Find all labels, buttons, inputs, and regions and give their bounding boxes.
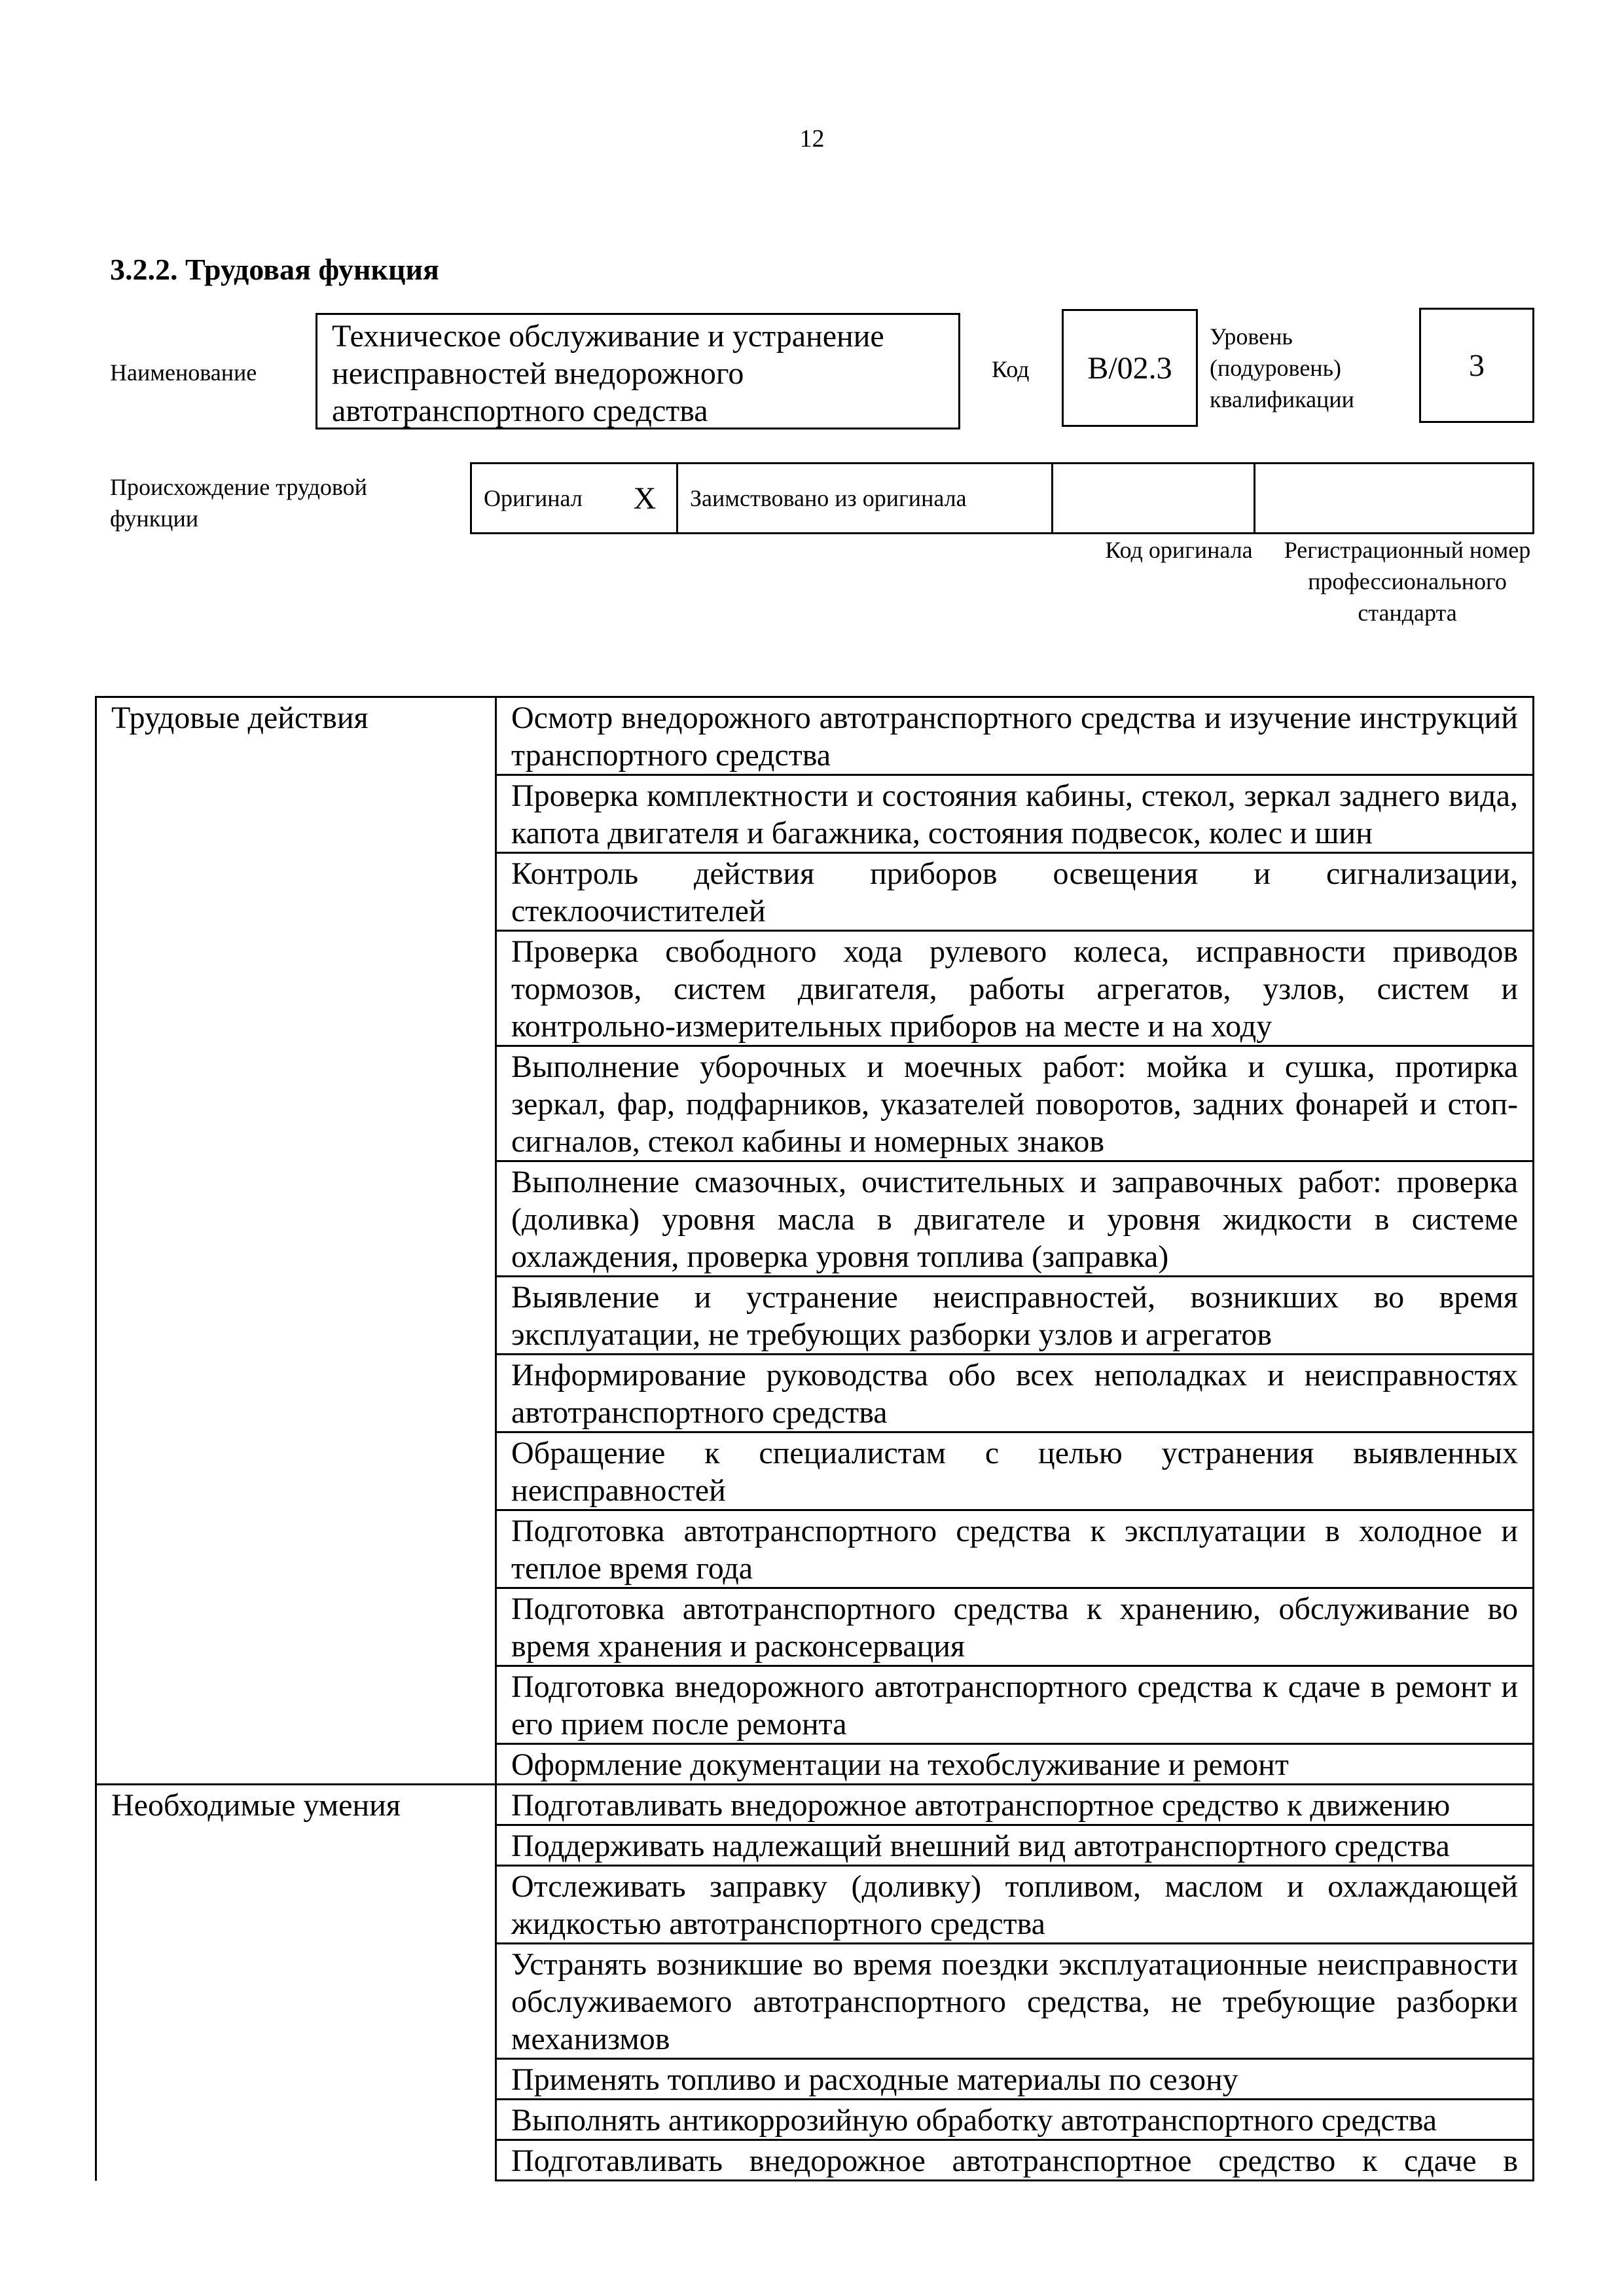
- function-details-table: [95, 696, 1534, 2181]
- level-box: [1419, 308, 1534, 423]
- code-box: [1062, 309, 1198, 427]
- table-row: [96, 1785, 1534, 1825]
- page-number: 12: [799, 125, 825, 153]
- original-label: Оригинал: [484, 485, 583, 511]
- list-item: Выполнять антикоррозийную обработку автотранспортного средства: [496, 2100, 1534, 2140]
- table-row: [96, 697, 1534, 775]
- original-label-cell: [471, 464, 614, 534]
- caption-original-code: Код оригинала: [1105, 537, 1253, 563]
- list-item: Контроль действия приборов освещения и сигнализации, стеклоочистителей: [496, 853, 1534, 931]
- list-item: Устранять возникшие во время поездки эксплуатационные неисправности обслуживаемого автотранспортного средства, не требующие разборки механизмов: [496, 1944, 1534, 2059]
- borrowed-label: Заимствовано из оригинала: [690, 485, 967, 511]
- list-item: Проверка свободного хода рулевого колеса, исправности приводов тормозов, систем двигателя, работы агрегатов, узлов, систем и контрольно-измерительных приборов на месте и на ходу: [496, 931, 1534, 1046]
- code-value: В/02.3: [1087, 350, 1172, 386]
- list-item: Выполнение уборочных и моечных работ: мойка и сушка, протирка зеркал, фар, подфарников, указателей поворотов, задних фонарей и стоп-сигналов, стекол кабины и номерных знаков: [496, 1046, 1534, 1161]
- list-item: Проверка комплектности и состояния кабины, стекол, зеркал заднего вида, капота двигателя и багажника, состояния подвесок, колес и шин: [496, 775, 1534, 853]
- list-item: Подготовка автотранспортного средства к эксплуатации в холодное и теплое время года: [496, 1510, 1534, 1588]
- list-item: Подготавливать внедорожное автотранспортное средство к движению: [496, 1785, 1534, 1825]
- labor-actions-label: Трудовые действия: [96, 697, 496, 1785]
- caption-registration-number: Регистрационный номер профессионального стандарта: [1284, 537, 1531, 626]
- list-item: Отслеживать заправку (доливку) топливом, маслом и охлаждающей жидкостью автотранспортного средства: [496, 1866, 1534, 1944]
- level-value: 3: [1469, 348, 1485, 383]
- function-name-value: Техническое обслуживание и устранение неисправностей внедорожного автотранспортного средства: [332, 319, 884, 428]
- list-item: Осмотр внедорожного автотранспортного средства и изучение инструкций транспортного средства: [496, 697, 1534, 775]
- list-item: Обращение к специалистам с целью устранения выявленных неисправностей: [496, 1432, 1534, 1510]
- section-title: 3.2.2. Трудовая функция: [110, 253, 439, 286]
- list-item: Выявление и устранение неисправностей, возникших во время эксплуатации, не требующих разборки узлов и агрегатов: [496, 1277, 1534, 1355]
- level-label: Уровень (подуровень) квалификации: [1210, 323, 1354, 412]
- origin-label: Происхождение трудовой функции: [110, 474, 367, 532]
- origin-table: [470, 462, 1534, 534]
- list-item: Выполнение смазочных, очистительных и заправочных работ: проверка (доливка) уровня масла в двигателе и уровня жидкости в системе охлаждения, проверка уровня топлива (заправка): [496, 1161, 1534, 1277]
- required-skills-label: Необходимые умения: [96, 1785, 496, 2181]
- list-item: Поддерживать надлежащий внешний вид автотранспортного средства: [496, 1825, 1534, 1866]
- function-name-box: [316, 313, 960, 429]
- original-code-cell: [1053, 464, 1255, 534]
- borrowed-label-cell: [677, 464, 1053, 534]
- list-item: Подготавливать внедорожное автотранспортное средство к сдаче в: [496, 2140, 1534, 2181]
- name-label: Наименование: [110, 359, 257, 386]
- code-label: Код: [992, 356, 1030, 382]
- registration-number-cell: [1255, 464, 1534, 534]
- list-item: Подготовка внедорожного автотранспортного средства к сдаче в ремонт и его прием после ремонта: [496, 1666, 1534, 1744]
- list-item: Подготовка автотранспортного средства к хранению, обслуживание во время хранения и расконсервация: [496, 1588, 1534, 1666]
- list-item: Оформление документации на техобслуживание и ремонт: [496, 1744, 1534, 1785]
- list-item: Применять топливо и расходные материалы по сезону: [496, 2059, 1534, 2100]
- list-item: Информирование руководства обо всех неполадках и неисправностях автотранспортного средства: [496, 1355, 1534, 1432]
- original-mark-cell: [613, 464, 677, 534]
- original-mark: X: [633, 481, 657, 516]
